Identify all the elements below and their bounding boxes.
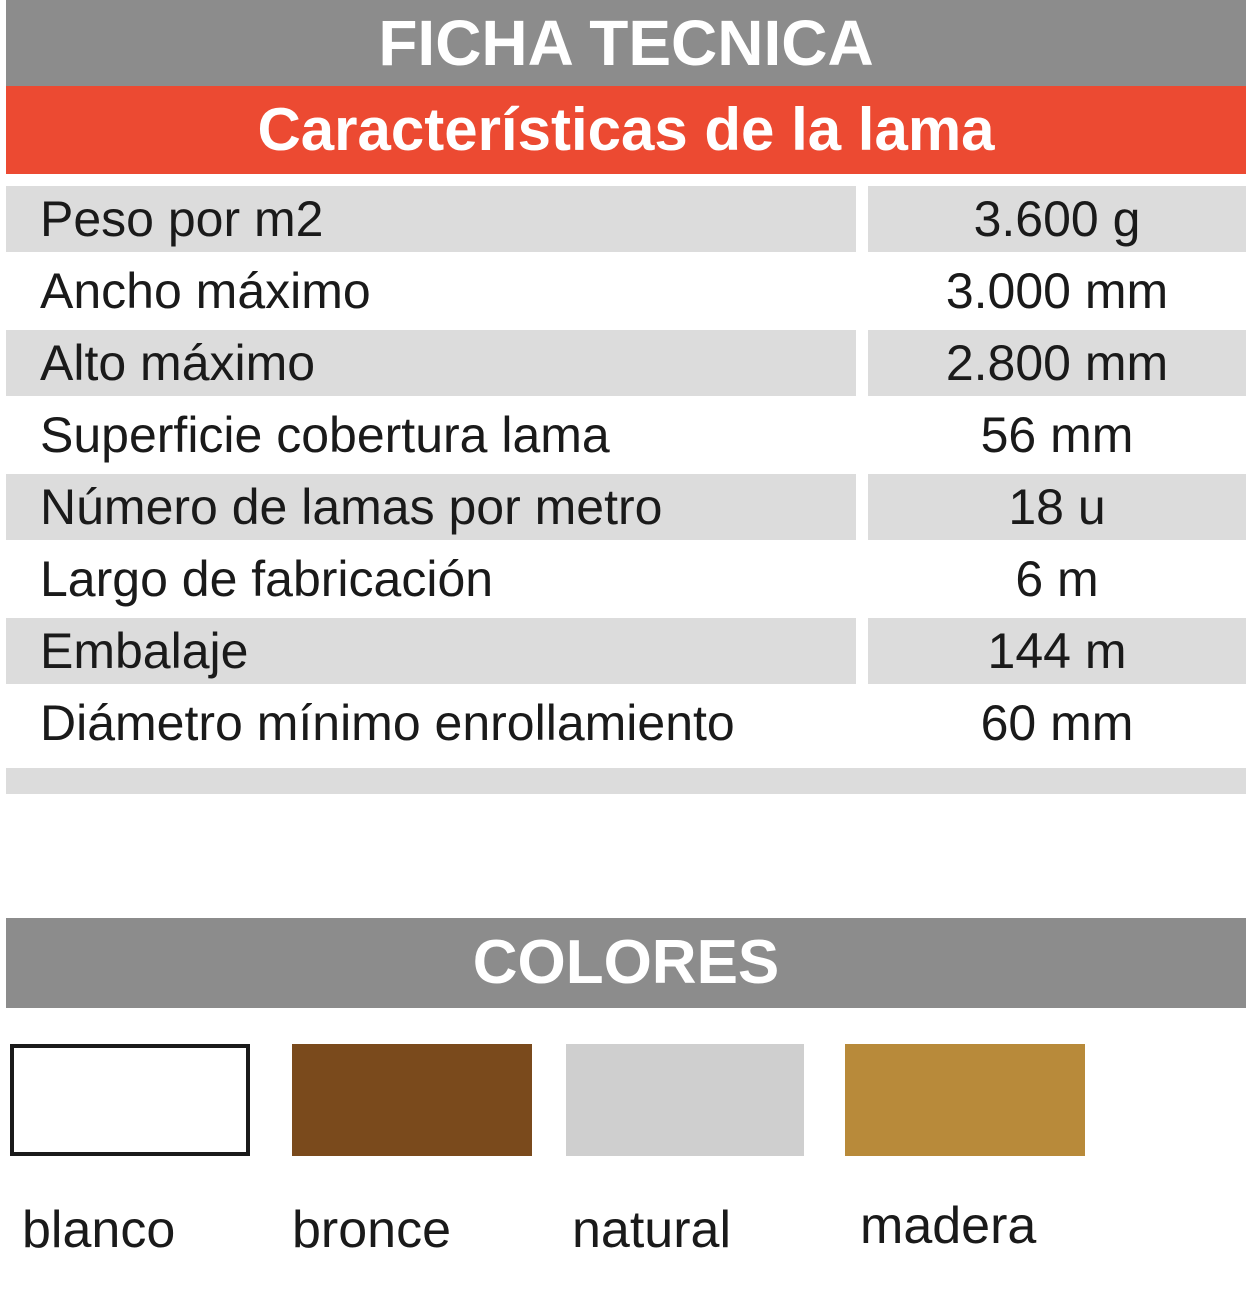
- color-name-bronce: bronce: [292, 1201, 451, 1259]
- spec-label: Largo de fabricación: [40, 551, 494, 607]
- spec-value: 2.800 mm: [945, 335, 1169, 391]
- spec-value: 6 m: [1015, 551, 1099, 607]
- table-row: [6, 186, 1246, 252]
- spec-value: 60 mm: [980, 695, 1134, 751]
- color-name-natural: natural: [572, 1201, 731, 1259]
- spec-label: Número de lamas por metro: [40, 479, 663, 535]
- table-row: [6, 402, 1246, 468]
- spec-value: 144 m: [987, 623, 1127, 679]
- spec-label: Embalaje: [40, 623, 249, 679]
- color-swatch-natural: [566, 1044, 804, 1156]
- table-row: [6, 474, 1246, 540]
- spec-label: Alto máximo: [40, 335, 316, 391]
- spec-label: Superficie cobertura lama: [40, 407, 610, 463]
- table-row: [6, 618, 1246, 684]
- table-footer-divider: [6, 768, 1246, 794]
- colors-title: COLORES: [6, 918, 1246, 1008]
- color-swatch-blanco: [10, 1044, 250, 1156]
- spec-label: Peso por m2: [40, 191, 324, 247]
- table-row: [6, 330, 1246, 396]
- page-title: FICHA TECNICA: [6, 0, 1246, 86]
- table-row: [6, 258, 1246, 324]
- section-subtitle: Características de la lama: [6, 86, 1246, 174]
- spec-value: 3.600 g: [973, 191, 1141, 247]
- table-row: [6, 690, 1246, 756]
- spec-label: Ancho máximo: [40, 263, 371, 319]
- color-swatch-madera: [845, 1044, 1085, 1156]
- spec-value: 56 mm: [980, 407, 1134, 463]
- table-row: [6, 546, 1246, 612]
- color-name-madera: madera: [860, 1197, 1037, 1255]
- color-name-blanco: blanco: [22, 1201, 176, 1259]
- spec-value: 18 u: [1008, 479, 1106, 535]
- spec-label: Diámetro mínimo enrollamiento: [40, 695, 735, 751]
- color-swatch-bronce: [292, 1044, 532, 1156]
- spec-value: 3.000 mm: [945, 263, 1169, 319]
